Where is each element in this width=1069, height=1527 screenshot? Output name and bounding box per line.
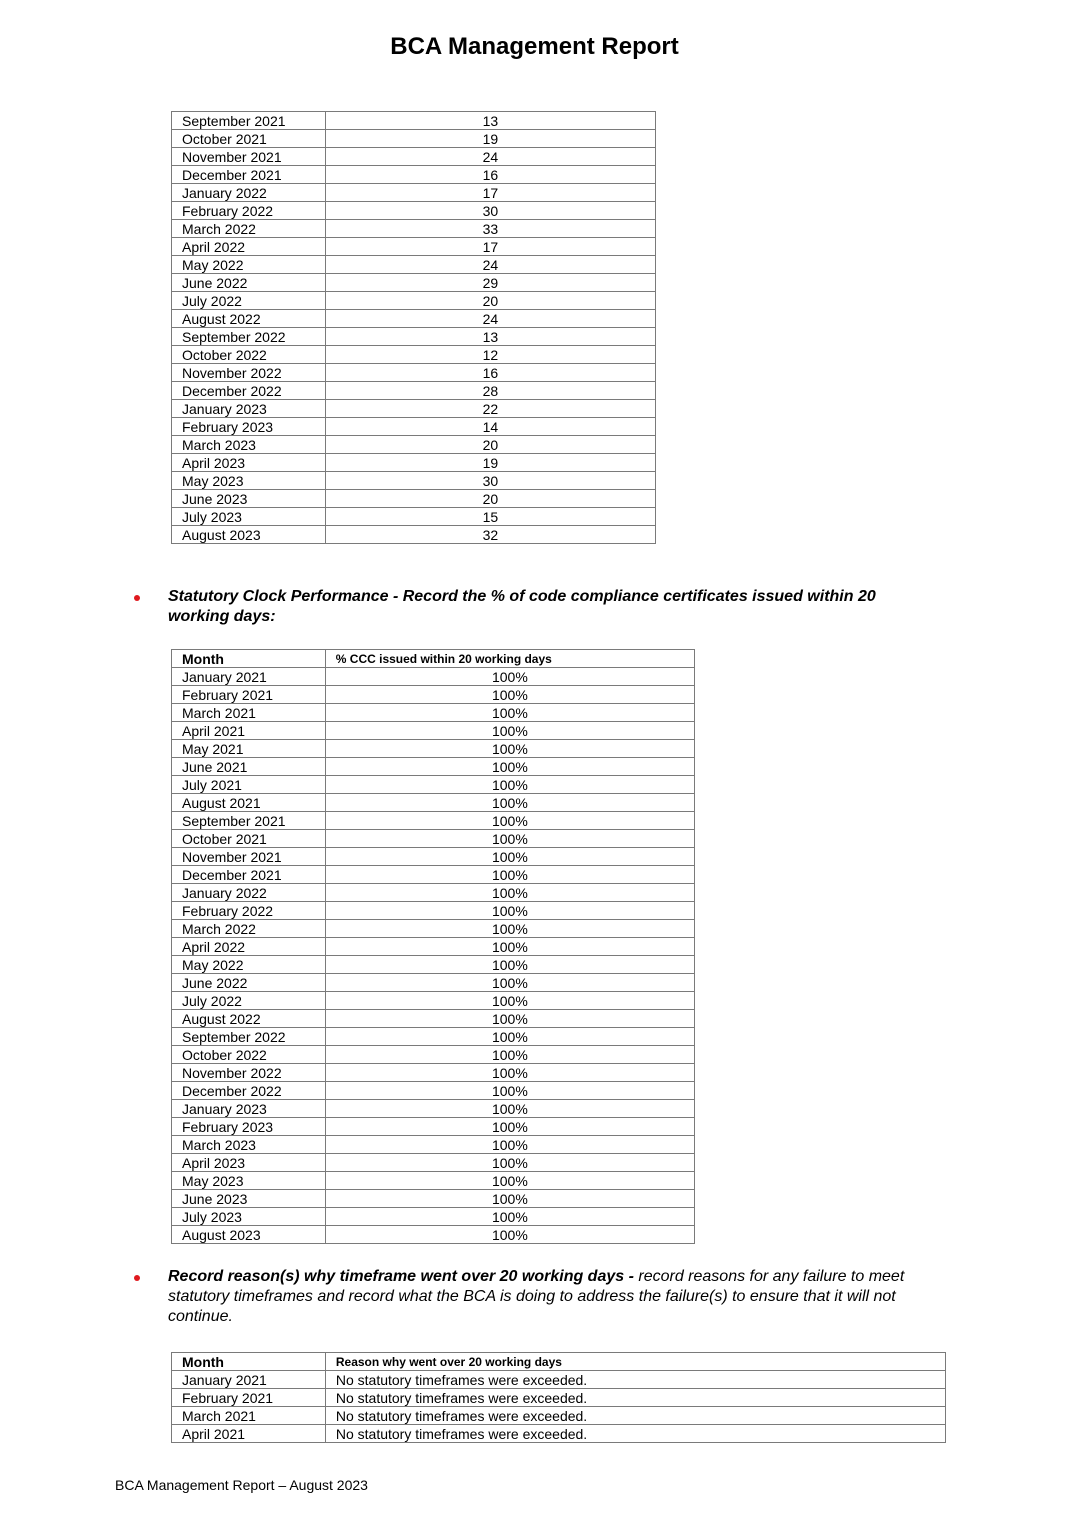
cell-month: June 2022 [172,274,326,292]
table-row [172,238,656,256]
cell-value: 100% [325,758,694,776]
cell-month: March 2023 [172,1136,326,1154]
cell-value: 100% [325,992,694,1010]
cell-value: 100% [325,1046,694,1064]
cell-month: February 2021 [172,686,326,704]
cell-month: January 2022 [172,884,326,902]
cell-month: June 2021 [172,758,326,776]
cell-month: July 2022 [172,992,326,1010]
cell-month: February 2022 [172,202,326,220]
cell-value: 32 [325,526,655,544]
column-header-month: Month [172,1353,326,1371]
table-row [172,418,656,436]
cell-value: 30 [325,202,655,220]
cell-month: April 2021 [172,722,326,740]
table-row [172,526,656,544]
cell-month: October 2021 [172,830,326,848]
table-row [172,130,656,148]
cell-month: October 2022 [172,1046,326,1064]
cell-month: July 2022 [172,292,326,310]
cell-value: 100% [325,830,694,848]
cell-month: December 2022 [172,1082,326,1100]
table-row [172,938,695,956]
cell-month: May 2022 [172,956,326,974]
cell-month: August 2021 [172,794,326,812]
cell-value: No statutory timeframes were exceeded. [325,1425,945,1443]
table-row [172,400,656,418]
cell-month: November 2022 [172,1064,326,1082]
cell-month: September 2022 [172,1028,326,1046]
cell-value: 100% [325,866,694,884]
table-row [172,148,656,166]
cell-month: January 2021 [172,1371,326,1389]
table-row [172,848,695,866]
cell-month: August 2022 [172,310,326,328]
table-row [172,830,695,848]
cell-value: 100% [325,686,694,704]
column-header-reason: Reason why went over 20 working days [325,1353,945,1371]
cell-month: July 2023 [172,1208,326,1226]
table-row [172,1100,695,1118]
cell-value: 100% [325,794,694,812]
table-row [172,686,695,704]
cell-month: May 2021 [172,740,326,758]
table-row [172,328,656,346]
cell-value: 24 [325,310,655,328]
table-row [172,920,695,938]
table-row [172,364,656,382]
cell-month: December 2022 [172,382,326,400]
bullet-icon [134,1275,140,1281]
cell-value: 100% [325,704,694,722]
table-row [172,722,695,740]
cell-month: October 2022 [172,346,326,364]
statutory-clock-heading: Statutory Clock Performance - Record the % of code compliance certificates issued within 20 working days: [168,588,876,625]
cell-value: 13 [325,112,655,130]
cell-value: 100% [325,1010,694,1028]
table-header-row [172,1353,946,1371]
table-row [172,382,656,400]
cell-value: 100% [325,812,694,830]
cell-value: 24 [325,256,655,274]
table-row [172,1371,946,1389]
cell-month: May 2022 [172,256,326,274]
cell-value: No statutory timeframes were exceeded. [325,1407,945,1425]
cell-month: March 2021 [172,704,326,722]
table-row [172,1082,695,1100]
cell-value: 30 [325,472,655,490]
cell-value: 100% [325,1028,694,1046]
cell-month: November 2022 [172,364,326,382]
table-row [172,1118,695,1136]
cell-value: No statutory timeframes were exceeded. [325,1389,945,1407]
table-row [172,758,695,776]
cell-value: 100% [325,920,694,938]
cell-value: 100% [325,1226,694,1244]
cell-value: 19 [325,454,655,472]
cell-month: May 2023 [172,472,326,490]
cell-month: July 2023 [172,508,326,526]
table-row [172,184,656,202]
cell-value: 100% [325,740,694,758]
table-header-row [172,650,695,668]
cell-value: 100% [325,1172,694,1190]
cell-value: 100% [325,902,694,920]
table-row [172,884,695,902]
cell-month: September 2021 [172,112,326,130]
table-row [172,1136,695,1154]
cell-month: September 2021 [172,812,326,830]
cell-value: 16 [325,166,655,184]
cell-month: December 2021 [172,866,326,884]
cell-value: 24 [325,148,655,166]
cell-month: March 2022 [172,220,326,238]
cell-month: February 2022 [172,902,326,920]
cell-value: 100% [325,884,694,902]
table-row [172,1425,946,1443]
table-row [172,202,656,220]
cell-value: 100% [325,956,694,974]
cell-month: June 2023 [172,1190,326,1208]
table-row [172,166,656,184]
cell-month: January 2023 [172,1100,326,1118]
cell-month: August 2023 [172,1226,326,1244]
table-row [172,256,656,274]
table-row [172,902,695,920]
cell-month: December 2021 [172,166,326,184]
cell-value: 100% [325,722,694,740]
table-row [172,454,656,472]
ccc-performance-table [171,649,695,1244]
reasons-heading: Record reason(s) why timeframe went over 20 working days - record reasons for any failure to meet statutory timeframes and record what the BCA is doing to address the failure(s) to ensure that it will not continue. [168,1268,905,1325]
table-row [172,866,695,884]
cell-value: 15 [325,508,655,526]
table-row [172,508,656,526]
table-row [172,704,695,722]
table-row [172,274,656,292]
bullet-icon [134,595,140,601]
cell-value: 100% [325,974,694,992]
cell-month: August 2022 [172,1010,326,1028]
page-title: BCA Management Report [390,33,679,60]
cell-value: 29 [325,274,655,292]
column-header-ccc: % CCC issued within 20 working days [325,650,694,668]
table-row [172,668,695,686]
cell-month: January 2021 [172,668,326,686]
cell-value: 100% [325,1118,694,1136]
cell-value: 17 [325,238,655,256]
table-row [172,794,695,812]
cell-month: July 2021 [172,776,326,794]
cell-value: 19 [325,130,655,148]
table-row [172,1172,695,1190]
cell-value: 12 [325,346,655,364]
cell-value: 100% [325,1208,694,1226]
table-row [172,812,695,830]
table-row [172,1064,695,1082]
table-row [172,490,656,508]
table-row [172,1226,695,1244]
cell-month: February 2023 [172,418,326,436]
monthly-count-table [171,111,656,544]
table-row [172,310,656,328]
table-row [172,292,656,310]
cell-month: August 2023 [172,526,326,544]
page-footer: BCA Management Report – August 2023 [115,1477,368,1493]
cell-value: 100% [325,1136,694,1154]
cell-month: April 2022 [172,938,326,956]
table-row [172,436,656,454]
cell-value: 100% [325,938,694,956]
cell-month: January 2022 [172,184,326,202]
cell-month: March 2021 [172,1407,326,1425]
cell-month: April 2023 [172,1154,326,1172]
cell-month: November 2021 [172,148,326,166]
cell-value: 100% [325,848,694,866]
cell-value: 20 [325,436,655,454]
table-row [172,112,656,130]
table-row [172,992,695,1010]
cell-month: March 2022 [172,920,326,938]
cell-value: 20 [325,490,655,508]
cell-month: February 2023 [172,1118,326,1136]
cell-month: January 2023 [172,400,326,418]
table-row [172,1046,695,1064]
cell-month: February 2021 [172,1389,326,1407]
table-row [172,956,695,974]
table-row [172,220,656,238]
column-header-month: Month [172,650,326,668]
table-row [172,346,656,364]
cell-value: 100% [325,1190,694,1208]
cell-month: April 2021 [172,1425,326,1443]
cell-value: 16 [325,364,655,382]
cell-month: March 2023 [172,436,326,454]
cell-value: 100% [325,1100,694,1118]
cell-value: 28 [325,382,655,400]
table-row [172,776,695,794]
cell-value: 100% [325,1082,694,1100]
cell-value: 14 [325,418,655,436]
cell-month: November 2021 [172,848,326,866]
cell-value: 20 [325,292,655,310]
table-row [172,740,695,758]
cell-value: No statutory timeframes were exceeded. [325,1371,945,1389]
reasons-table [171,1352,946,1443]
cell-value: 33 [325,220,655,238]
table-row [172,1407,946,1425]
cell-month: September 2022 [172,328,326,346]
cell-month: June 2023 [172,490,326,508]
cell-value: 13 [325,328,655,346]
table-row [172,1389,946,1407]
cell-month: May 2023 [172,1172,326,1190]
table-row [172,1208,695,1226]
cell-value: 100% [325,776,694,794]
table-row [172,974,695,992]
cell-month: April 2022 [172,238,326,256]
table-row [172,1190,695,1208]
cell-value: 100% [325,1064,694,1082]
cell-month: June 2022 [172,974,326,992]
table-row [172,1154,695,1172]
cell-value: 22 [325,400,655,418]
cell-value: 17 [325,184,655,202]
cell-value: 100% [325,668,694,686]
cell-month: October 2021 [172,130,326,148]
table-row [172,1028,695,1046]
cell-value: 100% [325,1154,694,1172]
table-row [172,1010,695,1028]
cell-month: April 2023 [172,454,326,472]
table-row [172,472,656,490]
